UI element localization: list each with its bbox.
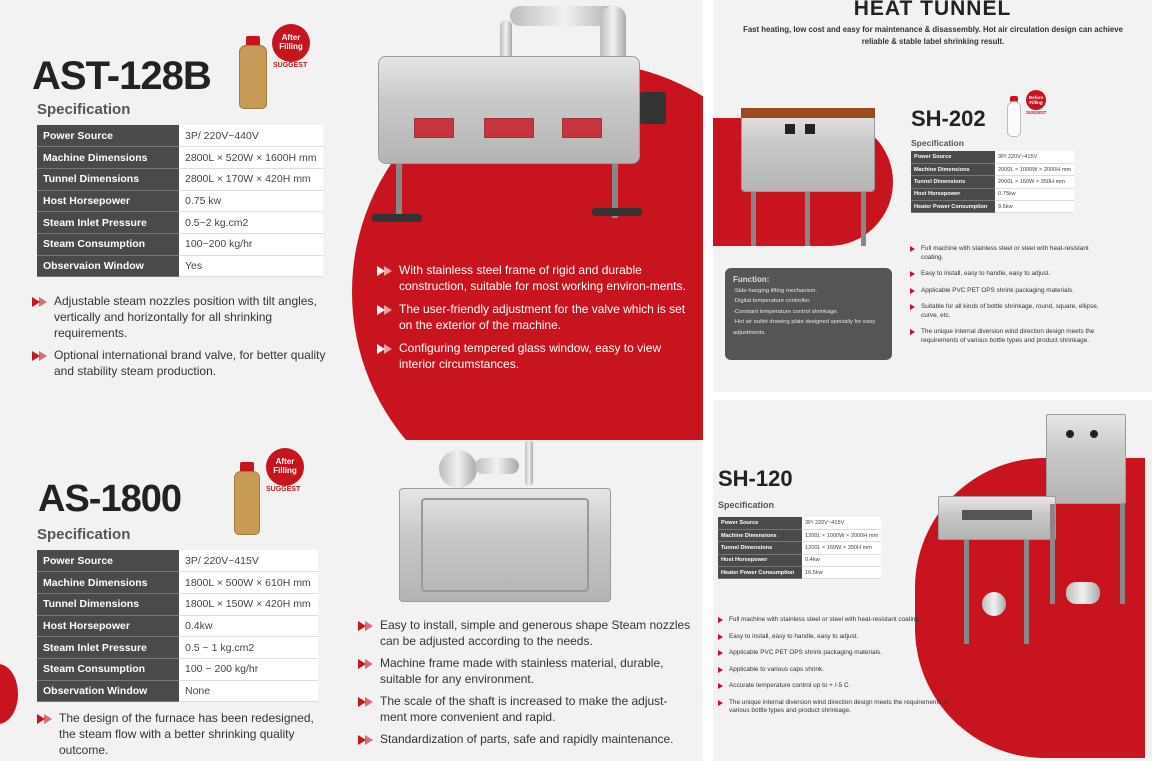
spec-value: 3P/ 220V~440V [179, 125, 323, 147]
spec-key: Steam Inlet Pressure [37, 637, 179, 659]
spec-key: Steam Inlet Pressure [37, 212, 179, 234]
spec-value: 3P/ 220V~415V [802, 517, 881, 529]
spec-value: 100~200 kg/hr [179, 233, 323, 255]
red-circle-decoration [0, 664, 18, 724]
spec-key: Tunnel Dimensions [911, 176, 995, 188]
function-title: Function: [733, 275, 770, 284]
feature-item: Applicable PVC PET OPS shrink packaging materials. [718, 649, 968, 658]
spec-key: Tunnel Dimensions [718, 542, 802, 554]
feature-item: The unique internal diversion wind direction design meets the requirements of various bottle types and product shrinkage. [718, 699, 968, 716]
feature-list [718, 616, 968, 724]
feature-item: Optional international brand valve, for better quality and stability steam production. [32, 347, 332, 379]
spec-value: 1800L × 150W × 420H mm [179, 593, 318, 615]
sh-120-panel [713, 400, 1152, 761]
model-title: SH-202 [911, 106, 986, 131]
spec-value: 3P/ 220V~415V [995, 151, 1074, 163]
spec-key: Power Source [37, 550, 179, 572]
spec-key: Machine Dimensions [37, 147, 179, 169]
ast-128b-panel [0, 0, 703, 440]
spec-row [37, 233, 323, 255]
suggest-label: SUGGEST [266, 486, 301, 493]
spec-key: Tunnel Dimensions [37, 593, 179, 615]
spec-value: 0.4kw [179, 615, 318, 637]
spec-key: Host Horsepower [37, 190, 179, 212]
after-filling-badge: After Filling [272, 24, 310, 62]
spec-row [37, 550, 318, 572]
sh-202-panel [713, 0, 1152, 392]
feature-item: The design of the furnace has been redesigned, the steam flow with a better shrinking quality outcome. [37, 710, 332, 758]
feature-list [910, 245, 1102, 353]
spec-table [718, 517, 881, 579]
as-1800-machine-image [395, 440, 615, 605]
spec-key: Host Horsepower [37, 615, 179, 637]
bottle-icon [232, 462, 262, 536]
spec-title: Specification [718, 500, 775, 510]
spec-row [37, 125, 323, 147]
spec-key: Host Horsepower [718, 554, 802, 566]
feature-list-red [377, 262, 687, 379]
bottle-icon [236, 36, 270, 110]
feature-item: Suitable for all kinds of bottle shrinkage, round, square, ellipse, curve, etc. [910, 303, 1102, 320]
feature-list-right [358, 617, 693, 753]
spec-value: 1800L × 500W × 610H mm [179, 572, 318, 594]
spec-key: Host Horsepower [911, 188, 995, 200]
feature-item: Easy to install, easy to handle, easy to adjust. [718, 633, 968, 642]
spec-value: Yes [179, 255, 323, 277]
before-filling-badge: Before Filling [1026, 90, 1046, 110]
model-title: AS-1800 [38, 478, 181, 520]
spec-table [911, 151, 1074, 213]
feature-item: With stainless steel frame of rigid and durable construction, suitable for most working environ-ments. [377, 262, 687, 294]
function-item: ·Constant temperature control shrinkage. [733, 308, 839, 315]
spec-row [37, 680, 318, 702]
feature-item: Machine frame made with stainless material, durable, suitable for any environment. [358, 655, 693, 687]
spec-row [37, 190, 323, 212]
spec-key: Power Source [37, 125, 179, 147]
spec-key: Machine Dimensions [37, 572, 179, 594]
after-filling-badge: After Filling [266, 448, 304, 486]
feature-item: Full machine with stainless steel or steel with heat-resistant coating. [910, 245, 1102, 262]
bottle-icon [1006, 96, 1022, 138]
spec-key: Steam Consumption [37, 658, 179, 680]
spec-row [718, 517, 881, 529]
feature-item: Applicable to various caps shrink. [718, 666, 968, 675]
feature-item: Adjustable steam nozzles position with tilt angles, vertically and horizontally for all shrinking requirements. [32, 293, 332, 341]
spec-title: Specification [37, 101, 131, 118]
spec-value: 0.5 ~ 1 kg.cm2 [179, 637, 318, 659]
function-box [725, 268, 892, 360]
spec-value: 0.4kw [802, 554, 881, 566]
model-title: AST-128B [32, 54, 211, 98]
spec-value: 2800L × 520W × 1600H mm [179, 147, 323, 169]
spec-row [911, 151, 1074, 163]
spec-key: Observation Window [37, 680, 179, 702]
ast-128b-machine-image [360, 0, 690, 240]
feature-item: Easy to install, simple and generous shape Steam nozzles can be adjusted according to the needs. [358, 617, 693, 649]
spec-row [911, 163, 1074, 175]
spec-value: 1200L × 1000W × 2000H mm [802, 529, 881, 541]
spec-key: Power Source [718, 517, 802, 529]
as-1800-panel [0, 440, 703, 761]
spec-row [37, 147, 323, 169]
heat-tunnel-title: HEAT TUNNEL [853, 0, 1012, 20]
spec-key: Tunnel Dimensions [37, 168, 179, 190]
spec-key: Steam Consumption [37, 233, 179, 255]
spec-value: 1200L × 160W × 350H mm [802, 542, 881, 554]
feature-item: The user-friendly adjustment for the valve which is set on the exterior of the machine. [377, 301, 687, 333]
spec-value: None [179, 680, 318, 702]
spec-key: Heater Power Consumption [911, 201, 995, 213]
spec-row [37, 255, 323, 277]
spec-value: 0.75 kw [179, 190, 323, 212]
spec-key: Power Source [911, 151, 995, 163]
spec-table [37, 125, 323, 277]
feature-list [37, 710, 332, 761]
spec-row [37, 615, 318, 637]
spec-row [911, 188, 1074, 200]
feature-item: Applicable PVC PET OPS shrink packaging materials. [910, 287, 1102, 296]
spec-key: Observaion Window [37, 255, 179, 277]
spec-row [718, 542, 881, 554]
suggest-label: SUGGEST [1026, 110, 1047, 115]
spec-value: 0.5~2 kg.cm2 [179, 212, 323, 234]
feature-item: Easy to install, easy to handle, easy to adjust. [910, 270, 1102, 279]
spec-title: Specification [37, 526, 131, 543]
feature-item: Full machine with stainless steel or steel with heat-resistant coating. [718, 616, 968, 625]
spec-value: 0.75kw [995, 188, 1074, 200]
spec-row [911, 201, 1074, 213]
spec-key: Heater Power Consumption [718, 567, 802, 579]
function-item: ·Side-hanging lifting mechanism. [733, 288, 818, 294]
spec-table [37, 550, 318, 702]
spec-key: Machine Dimensions [911, 163, 995, 175]
spec-value: 2000L × 1000W × 2000H mm [995, 163, 1074, 175]
spec-row [37, 593, 318, 615]
spec-value: 16.5kw [802, 567, 881, 579]
feature-list [32, 293, 332, 385]
function-item: ·Hot air outlet drawing plate designed specially for easy adjustments. [733, 319, 876, 336]
function-item: ·Digital temperature controller. [733, 298, 811, 305]
spec-row [37, 637, 318, 659]
spec-row [37, 212, 323, 234]
spec-row [718, 567, 881, 579]
spec-value: 2800L × 170W × 420H mm [179, 168, 323, 190]
spec-value: 3P/ 220V~415V [179, 550, 318, 572]
feature-item: The unique internal diversion wind direction design meets the requirements of various bottle types and product shrinkage. [910, 328, 1102, 345]
spec-value: 9.6kw [995, 201, 1074, 213]
model-title: SH-120 [718, 466, 793, 491]
spec-value: 100 ~ 200 kg/hr [179, 658, 318, 680]
spec-key: Machine Dimensions [718, 529, 802, 541]
spec-row [37, 168, 323, 190]
spec-row [37, 572, 318, 594]
feature-item: Standardization of parts, safe and rapidly maintenance. [358, 731, 693, 747]
spec-title: Specification [911, 138, 964, 148]
spec-row [718, 529, 881, 541]
suggest-label: SUGGEST [273, 62, 308, 69]
spec-row [718, 554, 881, 566]
feature-item: The scale of the shaft is increased to make the adjust-ment more convenient and rapid. [358, 693, 693, 725]
spec-row [911, 176, 1074, 188]
feature-item: Configuring tempered glass window, easy to view interior circumstances. [377, 340, 687, 372]
sh-202-machine-image [733, 100, 883, 250]
sh-120-machine-image [938, 406, 1138, 646]
spec-row [37, 658, 318, 680]
spec-value: 2000L × 160W × 350H mm [995, 176, 1074, 188]
feature-item: Accurate temperature control up to + /-5 C. [718, 682, 968, 691]
heat-tunnel-subtitle: Fast heating, low cost and easy for maintenance & disassembly. Hot air circulation design can achieve reliable & stable label shrinking result. [743, 25, 1123, 46]
